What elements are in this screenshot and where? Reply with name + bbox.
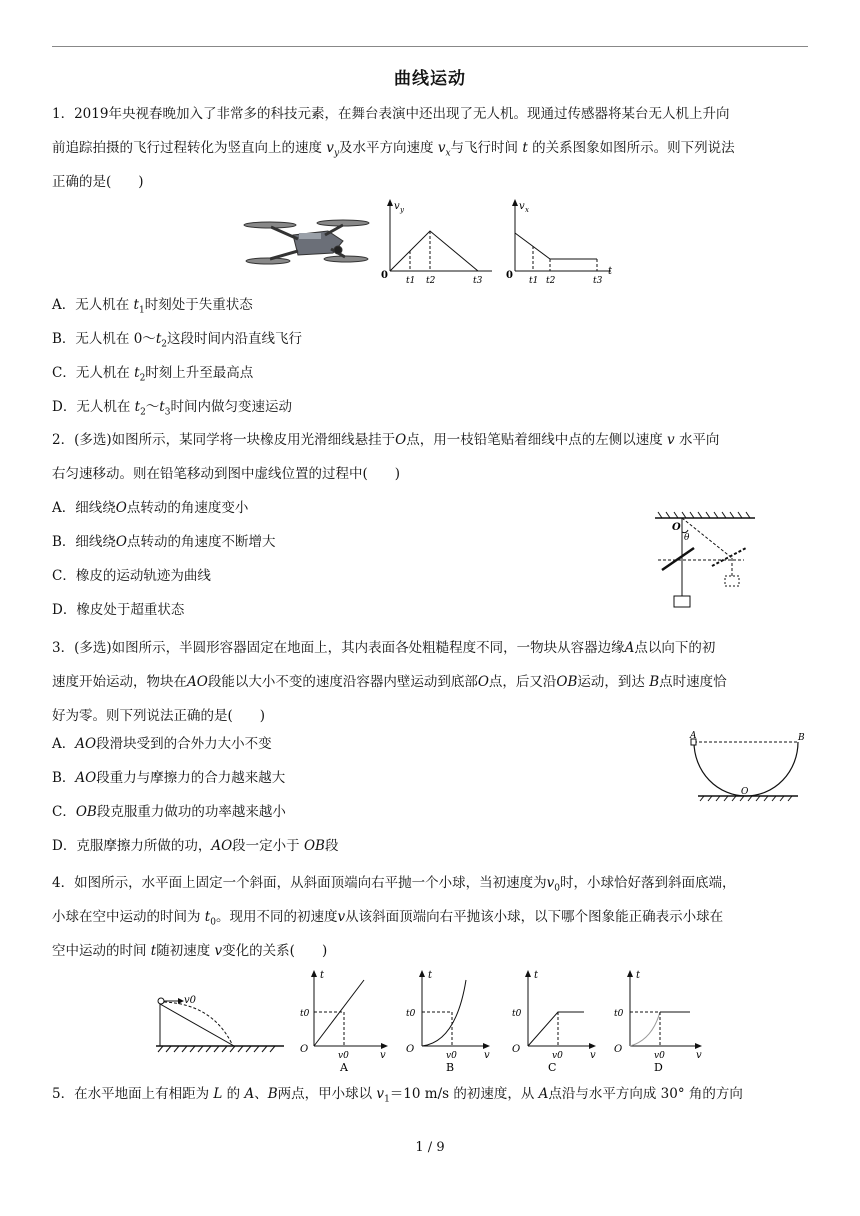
graph-b (406, 970, 490, 1074)
vx-axis-sub: x (525, 206, 529, 214)
q1-option-a: A．无人机在 $t_1$时刻处于失重状态 (52, 297, 253, 316)
graph-b-label: B (446, 1061, 455, 1074)
q2-line2: 右匀速移动。则在铅笔移动到图中虚线位置的过程中( ) (52, 466, 401, 482)
graph-d-o: O (614, 1044, 623, 1055)
graph-c-v: v (590, 1050, 596, 1061)
graph-b-v: v (484, 1050, 490, 1061)
q4-graphs (296, 962, 796, 1074)
q1-vy-graph (380, 195, 495, 290)
page-title: 曲线运动 (394, 69, 466, 89)
page-number: 1 / 9 (415, 1140, 445, 1155)
graph-a-o: O (300, 1044, 309, 1055)
vy-axis-label: v (394, 201, 400, 212)
vx-tick-t3: t3 (593, 276, 603, 286)
graph-c-t: t (534, 970, 539, 981)
vx-axis-label: v (519, 201, 525, 212)
q2-option-b: B．细线绕O点转动的角速度不断增大 (52, 534, 276, 550)
q3-line1: 3．(多选)如图所示，半圆形容器固定在地面上，其内表面各处粗糙程度不同，一物块从容器边缘A点以向下的初 (52, 640, 716, 656)
q3-bowl-figure (686, 728, 806, 808)
graph-a-v: v (380, 1050, 386, 1061)
graph-a (300, 970, 388, 1074)
vy-axis-sub: y (400, 206, 404, 214)
q2-fig-theta: θ (684, 533, 690, 543)
q2-option-d: D．橡皮处于超重状态 (52, 602, 185, 618)
q3-option-c: C．OB段克服重力做功的功率越来越小 (52, 804, 286, 820)
vx-origin: 0 (506, 270, 513, 281)
q1-line2: 前追踪拍摄的飞行过程转化为竖直向上的速度 $v_y$及水平方向速度 $v_x$与飞行时间 t 的关系图象如图所示。则下列说法 (52, 140, 735, 159)
graph-c-label: C (548, 1061, 557, 1074)
q1-option-c: C．无人机在 $t_2$时刻上升至最高点 (52, 365, 254, 384)
vy-origin: 0 (381, 270, 388, 281)
q4-fig-v0: v0 (184, 995, 197, 1006)
q3-fig-o: O (741, 787, 749, 797)
q3-fig-a: A (690, 731, 697, 741)
q2-pendulum-figure (650, 508, 760, 613)
graph-b-t0: t0 (406, 1009, 416, 1019)
header-rule (52, 46, 808, 47)
graph-d-label: D (654, 1061, 663, 1074)
graph-d-t: t (636, 970, 641, 981)
q4-line2: 小球在空中运动的时间为 $t_0$。现用不同的初速度v从该斜面顶端向右平抛该小球，以下哪个图象能正确表示小球在 (52, 909, 724, 928)
graph-a-v0: v0 (338, 1051, 349, 1061)
vx-tick-t1: t1 (529, 276, 539, 286)
graph-b-t: t (428, 970, 433, 981)
q1-option-b: B．无人机在 $0\sim t_2$这段时间内沿直线飞行 (52, 331, 302, 350)
vy-tick-t3: t3 (473, 276, 483, 286)
drone-image (243, 213, 373, 283)
q3-line3: 好为零。则下列说法正确的是( ) (52, 708, 266, 724)
q2-line1: 2．(多选)如图所示，某同学将一块橡皮用光滑细线悬挂于O点，用一枝铅笔贴着细线中点的左侧以速度 v 水平向 (52, 432, 720, 448)
graph-d (614, 970, 702, 1074)
q3-option-d: D．克服摩擦力所做的功，AO段一定小于 OB段 (52, 838, 339, 854)
graph-d-v: v (696, 1050, 702, 1061)
q3-fig-b: B (798, 733, 805, 743)
q4-incline-figure (152, 990, 287, 1058)
vy-tick-t2: t2 (426, 276, 436, 286)
graph-c (512, 970, 596, 1074)
q1-vx-graph (505, 195, 620, 290)
q4-line3: 空中运动的时间 t随初速度 v变化的关系( ) (52, 943, 328, 959)
graph-d-v0: v0 (654, 1051, 665, 1061)
q3-line2: 速度开始运动，物块在AO段能以大小不变的速度沿容器内壁运动到底部O点，后又沿OB运动，到达 B点时速度恰 (52, 674, 727, 690)
graph-b-v0: v0 (446, 1051, 457, 1061)
graph-a-t0: t0 (300, 1009, 310, 1019)
vy-tick-t1: t1 (406, 276, 416, 286)
vx-axis-t: t (608, 266, 613, 277)
q1-line3: 正确的是( ) (52, 174, 144, 190)
q2-fig-o: O (672, 522, 681, 533)
graph-a-label: A (340, 1061, 348, 1074)
vx-tick-t2: t2 (546, 276, 556, 286)
q1-line1: 1．2019年央视春晚加入了非常多的科技元素，在舞台表演中还出现了无人机。现通过传感器将某台无人机上升向 (52, 106, 730, 122)
q2-option-a: A．细线绕O点转动的角速度变小 (52, 500, 249, 516)
graph-c-t0: t0 (512, 1009, 522, 1019)
graph-c-v0: v0 (552, 1051, 563, 1061)
q5-line1: 5．在水平地面上有相距为 L 的 A、B两点，甲小球以 $v_1=10$ m/s 的初速度，从 A点沿与水平方向成 30° 角的方向 (52, 1086, 743, 1105)
graph-c-o: O (512, 1044, 521, 1055)
graph-a-t: t (320, 970, 325, 981)
graph-d-t0: t0 (614, 1009, 624, 1019)
q2-option-c: C．橡皮的运动轨迹为曲线 (52, 568, 211, 584)
q4-line1: 4．如图所示，水平面上固定一个斜面，从斜面顶端向右平抛一个小球，当初速度为$v_0$时，小球恰好落到斜面底端， (52, 875, 736, 894)
q3-option-a: A．AO段滑块受到的合外力大小不变 (52, 736, 272, 752)
graph-b-o: O (406, 1044, 415, 1055)
q1-option-d: D．无人机在 $t_2\sim t_3$时间内做匀变速运动 (52, 399, 292, 418)
q3-option-b: B．AO段重力与摩擦力的合力越来越大 (52, 770, 286, 786)
